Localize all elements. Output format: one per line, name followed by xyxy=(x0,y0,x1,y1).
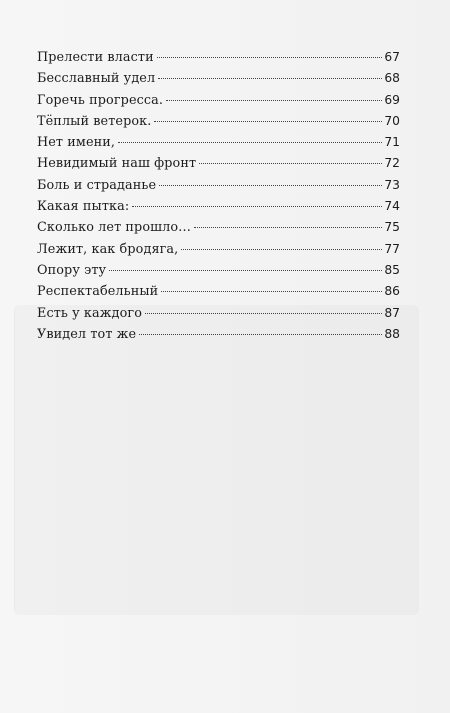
toc-leader-dots xyxy=(139,334,382,335)
table-of-contents xyxy=(37,47,400,345)
toc-entry xyxy=(37,281,400,302)
toc-entry-title: Нет имени, xyxy=(37,135,116,151)
toc-entry-title: Бесславный удел xyxy=(37,71,156,87)
toc-entry xyxy=(37,153,400,174)
toc-entry xyxy=(37,260,400,281)
toc-leader-dots xyxy=(194,227,382,228)
toc-leader-dots xyxy=(118,142,382,143)
toc-entry-page: 75 xyxy=(384,220,400,235)
toc-leader-dots xyxy=(199,163,382,164)
toc-entry xyxy=(37,132,400,153)
toc-entry xyxy=(37,303,400,324)
toc-entry-title: Увидел тот же xyxy=(37,326,137,342)
toc-entry xyxy=(37,47,400,68)
toc-entry-title: Невидимый наш фронт xyxy=(37,156,197,172)
toc-entry-page: 74 xyxy=(384,199,400,214)
toc-entry xyxy=(37,239,400,260)
toc-leader-dots xyxy=(154,121,382,122)
toc-entry-title: Какая пытка: xyxy=(37,199,130,215)
toc-leader-dots xyxy=(166,100,382,101)
toc-entry-page: 68 xyxy=(384,71,400,86)
toc-entry xyxy=(37,196,400,217)
toc-entry xyxy=(37,175,400,196)
toc-leader-dots xyxy=(181,249,382,250)
toc-entry-title: Горечь прогресса. xyxy=(37,92,164,108)
toc-entry-page: 88 xyxy=(384,326,400,341)
toc-entry-title: Боль и страданье xyxy=(37,177,157,193)
toc-entry-page: 85 xyxy=(384,262,400,277)
toc-entry xyxy=(37,217,400,238)
toc-leader-dots xyxy=(158,78,382,79)
toc-entry-title: Респектабельный xyxy=(37,284,159,300)
toc-entry-page: 77 xyxy=(384,241,400,256)
toc-entry-page: 73 xyxy=(384,177,400,192)
toc-entry xyxy=(37,68,400,89)
toc-entry-title: Сколько лет прошло… xyxy=(37,220,192,236)
toc-entry xyxy=(37,111,400,132)
toc-entry-page: 70 xyxy=(384,113,400,128)
toc-entry-title: Лежит, как бродяга, xyxy=(37,241,179,257)
toc-entry-title: Есть у каждого xyxy=(37,305,143,321)
toc-entry-title: Тёплый ветерок. xyxy=(37,113,152,129)
toc-leader-dots xyxy=(132,206,382,207)
toc-entry-page: 67 xyxy=(384,50,400,64)
bleed-through-shadow xyxy=(14,305,419,615)
toc-entry-title: Опору эту xyxy=(37,262,107,278)
toc-entry-page: 72 xyxy=(384,156,400,171)
toc-entry xyxy=(37,324,400,345)
toc-entry-page: 69 xyxy=(384,92,400,107)
toc-entry-page: 87 xyxy=(384,305,400,320)
toc-leader-dots xyxy=(157,57,383,58)
toc-leader-dots xyxy=(145,313,382,314)
toc-leader-dots xyxy=(159,185,382,186)
toc-entry-page: 86 xyxy=(384,284,400,299)
toc-leader-dots xyxy=(161,291,382,292)
toc-entry-title: Прелести власти xyxy=(37,50,154,65)
toc-leader-dots xyxy=(109,270,382,271)
toc-entry xyxy=(37,90,400,111)
toc-entry-page: 71 xyxy=(384,135,400,150)
